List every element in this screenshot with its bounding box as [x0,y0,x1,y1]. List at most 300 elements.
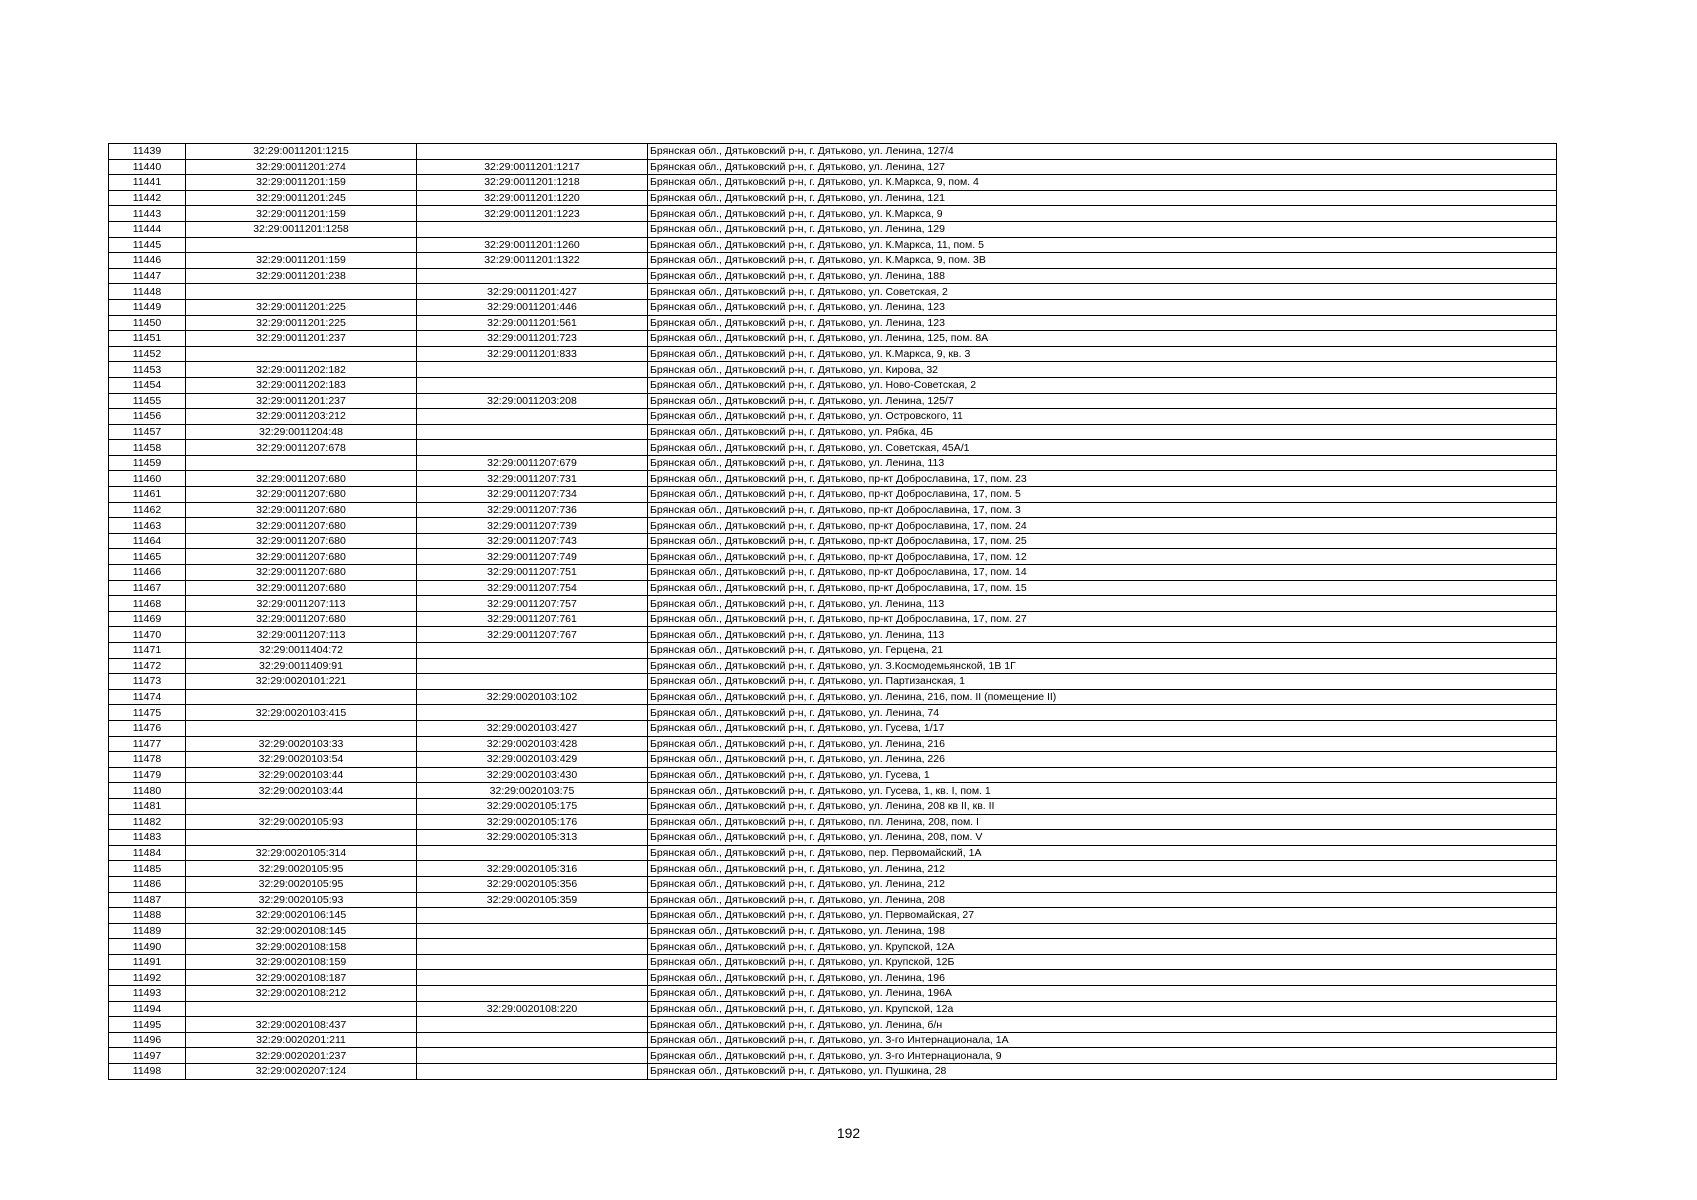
cadastral-number-cell: 32:29:0011202:182 [186,362,417,378]
address-cell: Брянская обл., Дятьковский р-н, г. Дятьково, ул. Крупской, 12Б [648,954,1557,970]
address-cell: Брянская обл., Дятьковский р-н, г. Дятьково, пр-кт Доброславина, 17, пом. 3 [648,502,1557,518]
address-cell: Брянская обл., Дятьковский р-н, г. Дятьково, ул. К.Маркса, 9, пом. 3В [648,253,1557,269]
row-number-cell: 11459 [109,455,186,471]
cadastral-number-cell: 32:29:0020103:54 [186,752,417,768]
address-cell: Брянская обл., Дятьковский р-н, г. Дятьково, ул. Ленина, 212 [648,876,1557,892]
address-cell: Брянская обл., Дятьковский р-н, г. Дятьково, ул. Ленина, 121 [648,190,1557,206]
row-number-cell: 11487 [109,892,186,908]
row-number-cell: 11479 [109,767,186,783]
object-cadastral-number-cell: 32:29:0020103:430 [417,767,648,783]
table-row [109,830,1557,846]
table-row [109,346,1557,362]
table-row [109,876,1557,892]
address-cell: Брянская обл., Дятьковский р-н, г. Дятьково, пр-кт Доброславина, 17, пом. 24 [648,518,1557,534]
row-number-cell: 11452 [109,346,186,362]
table-row [109,315,1557,331]
table-row [109,549,1557,565]
object-cadastral-number-cell [417,409,648,425]
table-row [109,190,1557,206]
object-cadastral-number-cell: 32:29:0020103:102 [417,689,648,705]
address-cell: Брянская обл., Дятьковский р-н, г. Дятьково, пл. Ленина, 208, пом. I [648,814,1557,830]
row-number-cell: 11473 [109,674,186,690]
cadastral-number-cell: 32:29:0020108:159 [186,954,417,970]
row-number-cell: 11498 [109,1064,186,1080]
table-row [109,221,1557,237]
table-row [109,144,1557,160]
object-cadastral-number-cell [417,362,648,378]
cadastral-number-cell [186,455,417,471]
cadastral-number-cell: 32:29:0020105:93 [186,814,417,830]
row-number-cell: 11480 [109,783,186,799]
row-number-cell: 11497 [109,1048,186,1064]
row-number-cell: 11484 [109,845,186,861]
cadastral-number-cell [186,284,417,300]
object-cadastral-number-cell [417,377,648,393]
address-cell: Брянская обл., Дятьковский р-н, г. Дятьково, ул. К.Маркса, 9, пом. 4 [648,175,1557,191]
cadastral-number-cell: 32:29:0011201:1215 [186,144,417,160]
cadastral-number-cell: 32:29:0011202:183 [186,377,417,393]
address-cell: Брянская обл., Дятьковский р-н, г. Дятьково, ул. Первомайская, 27 [648,908,1557,924]
address-cell: Брянская обл., Дятьковский р-н, г. Дятьково, ул. Ленина, 216 [648,736,1557,752]
table-row [109,643,1557,659]
row-number-cell: 11483 [109,830,186,846]
row-number-cell: 11440 [109,159,186,175]
row-number-cell: 11491 [109,954,186,970]
object-cadastral-number-cell [417,923,648,939]
row-number-cell: 11471 [109,643,186,659]
object-cadastral-number-cell: 32:29:0011201:1260 [417,237,648,253]
row-number-cell: 11494 [109,1001,186,1017]
table-row [109,892,1557,908]
address-cell: Брянская обл., Дятьковский р-н, г. Дятьково, ул. Ленина, 208 [648,892,1557,908]
row-number-cell: 11447 [109,268,186,284]
table-row [109,861,1557,877]
cadastral-number-cell: 32:29:0011201:237 [186,331,417,347]
address-cell: Брянская обл., Дятьковский р-н, г. Дятьково, ул. Ленина, 208, пом. V [648,830,1557,846]
row-number-cell: 11456 [109,409,186,425]
row-number-cell: 11474 [109,689,186,705]
row-number-cell: 11439 [109,144,186,160]
object-cadastral-number-cell: 32:29:0020105:175 [417,798,648,814]
table-row [109,1048,1557,1064]
table-row [109,1001,1557,1017]
table-row [109,674,1557,690]
cadastral-number-cell: 32:29:0011207:680 [186,502,417,518]
row-number-cell: 11461 [109,487,186,503]
table-row [109,580,1557,596]
object-cadastral-number-cell [417,986,648,1002]
row-number-cell: 11449 [109,299,186,315]
object-cadastral-number-cell [417,1017,648,1033]
cadastral-number-cell: 32:29:0011201:274 [186,159,417,175]
table-row [109,565,1557,581]
object-cadastral-number-cell: 32:29:0011207:757 [417,596,648,612]
cadastral-number-cell [186,237,417,253]
object-cadastral-number-cell: 32:29:0011201:446 [417,299,648,315]
table-row [109,845,1557,861]
address-cell: Брянская обл., Дятьковский р-н, г. Дятьково, пр-кт Доброславина, 17, пом. 25 [648,533,1557,549]
row-number-cell: 11493 [109,986,186,1002]
cadastral-number-cell: 32:29:0020207:124 [186,1064,417,1080]
row-number-cell: 11458 [109,440,186,456]
table-row [109,284,1557,300]
address-cell: Брянская обл., Дятьковский р-н, г. Дятьково, пер. Первомайский, 1А [648,845,1557,861]
table-row [109,533,1557,549]
table-row [109,299,1557,315]
registry-table [108,143,1557,1080]
address-cell: Брянская обл., Дятьковский р-н, г. Дятьково, ул. Ленина, 113 [648,627,1557,643]
row-number-cell: 11457 [109,424,186,440]
row-number-cell: 11492 [109,970,186,986]
row-number-cell: 11465 [109,549,186,565]
cadastral-number-cell: 32:29:0011207:680 [186,533,417,549]
row-number-cell: 11463 [109,518,186,534]
cadastral-number-cell: 32:29:0011409:91 [186,658,417,674]
cadastral-number-cell: 32:29:0011201:237 [186,393,417,409]
row-number-cell: 11472 [109,658,186,674]
cadastral-number-cell: 32:29:0011207:680 [186,471,417,487]
object-cadastral-number-cell: 32:29:0020103:75 [417,783,648,799]
object-cadastral-number-cell: 32:29:0011201:1217 [417,159,648,175]
registry-table-body [109,144,1557,1080]
row-number-cell: 11445 [109,237,186,253]
table-row [109,237,1557,253]
cadastral-number-cell: 32:29:0011201:225 [186,299,417,315]
address-cell: Брянская обл., Дятьковский р-н, г. Дятьково, ул. Ленина, 198 [648,923,1557,939]
table-row [109,767,1557,783]
address-cell: Брянская обл., Дятьковский р-н, г. Дятьково, ул. З.Космодемьянской, 1В 1Г [648,658,1557,674]
object-cadastral-number-cell: 32:29:0011207:751 [417,565,648,581]
address-cell: Брянская обл., Дятьковский р-н, г. Дятьково, ул. Гусева, 1 [648,767,1557,783]
cadastral-number-cell: 32:29:0020201:237 [186,1048,417,1064]
table-row [109,1032,1557,1048]
row-number-cell: 11462 [109,502,186,518]
address-cell: Брянская обл., Дятьковский р-н, г. Дятьково, ул. Гусева, 1/17 [648,720,1557,736]
object-cadastral-number-cell [417,1064,648,1080]
table-row [109,752,1557,768]
object-cadastral-number-cell: 32:29:0011207:679 [417,455,648,471]
row-number-cell: 11467 [109,580,186,596]
address-cell: Брянская обл., Дятьковский р-н, г. Дятьково, пр-кт Доброславина, 17, пом. 15 [648,580,1557,596]
object-cadastral-number-cell [417,1032,648,1048]
object-cadastral-number-cell: 32:29:0020108:220 [417,1001,648,1017]
object-cadastral-number-cell: 32:29:0011207:743 [417,533,648,549]
object-cadastral-number-cell [417,1048,648,1064]
table-row [109,440,1557,456]
row-number-cell: 11475 [109,705,186,721]
table-row [109,627,1557,643]
row-number-cell: 11444 [109,221,186,237]
address-cell: Брянская обл., Дятьковский р-н, г. Дятьково, ул. Ленина, б/н [648,1017,1557,1033]
row-number-cell: 11453 [109,362,186,378]
cadastral-number-cell: 32:29:0011207:678 [186,440,417,456]
object-cadastral-number-cell: 32:29:0011207:761 [417,611,648,627]
object-cadastral-number-cell [417,954,648,970]
row-number-cell: 11460 [109,471,186,487]
address-cell: Брянская обл., Дятьковский р-н, г. Дятьково, ул. Ленина, 212 [648,861,1557,877]
address-cell: Брянская обл., Дятьковский р-н, г. Дятьково, ул. К.Маркса, 9 [648,206,1557,222]
row-number-cell: 11495 [109,1017,186,1033]
cadastral-number-cell: 32:29:0011207:680 [186,580,417,596]
address-cell: Брянская обл., Дятьковский р-н, г. Дятьково, пр-кт Доброславина, 17, пом. 5 [648,487,1557,503]
address-cell: Брянская обл., Дятьковский р-н, г. Дятьково, ул. К.Маркса, 11, пом. 5 [648,237,1557,253]
address-cell: Брянская обл., Дятьковский р-н, г. Дятьково, ул. Советская, 2 [648,284,1557,300]
object-cadastral-number-cell: 32:29:0011201:1322 [417,253,648,269]
row-number-cell: 11468 [109,596,186,612]
cadastral-number-cell: 32:29:0011201:159 [186,253,417,269]
table-row [109,331,1557,347]
table-row [109,736,1557,752]
cadastral-number-cell [186,1001,417,1017]
address-cell: Брянская обл., Дятьковский р-н, г. Дятьково, ул. Кирова, 32 [648,362,1557,378]
address-cell: Брянская обл., Дятьковский р-н, г. Дятьково, ул. Островского, 11 [648,409,1557,425]
cadastral-number-cell: 32:29:0011207:680 [186,549,417,565]
table-row [109,455,1557,471]
row-number-cell: 11476 [109,720,186,736]
row-number-cell: 11470 [109,627,186,643]
object-cadastral-number-cell: 32:29:0011207:767 [417,627,648,643]
cadastral-number-cell [186,720,417,736]
cadastral-number-cell: 32:29:0011201:238 [186,268,417,284]
row-number-cell: 11442 [109,190,186,206]
object-cadastral-number-cell [417,440,648,456]
row-number-cell: 11489 [109,923,186,939]
object-cadastral-number-cell: 32:29:0011201:427 [417,284,648,300]
table-row [109,377,1557,393]
object-cadastral-number-cell [417,144,648,160]
row-number-cell: 11482 [109,814,186,830]
table-row [109,409,1557,425]
row-number-cell: 11496 [109,1032,186,1048]
table-row [109,362,1557,378]
row-number-cell: 11448 [109,284,186,300]
table-row [109,720,1557,736]
cadastral-number-cell: 32:29:0020103:415 [186,705,417,721]
object-cadastral-number-cell: 32:29:0011203:208 [417,393,648,409]
table-row [109,471,1557,487]
cadastral-number-cell: 32:29:0020108:145 [186,923,417,939]
table-row [109,954,1557,970]
table-row [109,939,1557,955]
address-cell: Брянская обл., Дятьковский р-н, г. Дятьково, ул. Ленина, 123 [648,299,1557,315]
cadastral-number-cell [186,798,417,814]
object-cadastral-number-cell: 32:29:0011207:734 [417,487,648,503]
address-cell: Брянская обл., Дятьковский р-н, г. Дятьково, ул. Ленина, 125, пом. 8А [648,331,1557,347]
row-number-cell: 11441 [109,175,186,191]
table-row [109,424,1557,440]
address-cell: Брянская обл., Дятьковский р-н, г. Дятьково, пр-кт Доброславина, 17, пом. 27 [648,611,1557,627]
object-cadastral-number-cell [417,908,648,924]
cadastral-number-cell: 32:29:0011207:680 [186,518,417,534]
row-number-cell: 11455 [109,393,186,409]
cadastral-number-cell: 32:29:0011201:225 [186,315,417,331]
table-row [109,611,1557,627]
cadastral-number-cell: 32:29:0020108:212 [186,986,417,1002]
row-number-cell: 11450 [109,315,186,331]
cadastral-number-cell: 32:29:0020103:44 [186,783,417,799]
address-cell: Брянская обл., Дятьковский р-н, г. Дятьково, пр-кт Доброславина, 17, пом. 14 [648,565,1557,581]
object-cadastral-number-cell: 32:29:0011207:736 [417,502,648,518]
object-cadastral-number-cell: 32:29:0011201:1218 [417,175,648,191]
address-cell: Брянская обл., Дятьковский р-н, г. Дятьково, ул. Ленина, 196 [648,970,1557,986]
object-cadastral-number-cell: 32:29:0011207:749 [417,549,648,565]
row-number-cell: 11464 [109,533,186,549]
address-cell: Брянская обл., Дятьковский р-н, г. Дятьково, ул. Пушкина, 28 [648,1064,1557,1080]
row-number-cell: 11469 [109,611,186,627]
object-cadastral-number-cell: 32:29:0020105:356 [417,876,648,892]
cadastral-number-cell: 32:29:0020201:211 [186,1032,417,1048]
object-cadastral-number-cell [417,970,648,986]
row-number-cell: 11446 [109,253,186,269]
cadastral-number-cell: 32:29:0011201:245 [186,190,417,206]
address-cell: Брянская обл., Дятьковский р-н, г. Дятьково, ул. Ленина, 208 кв II, кв. II [648,798,1557,814]
address-cell: Брянская обл., Дятьковский р-н, г. Дятьково, ул. Ленина, 188 [648,268,1557,284]
table-row [109,1017,1557,1033]
cadastral-number-cell: 32:29:0011203:212 [186,409,417,425]
row-number-cell: 11466 [109,565,186,581]
address-cell: Брянская обл., Дятьковский р-н, г. Дятьково, пр-кт Доброславина, 17, пом. 12 [648,549,1557,565]
table-row [109,705,1557,721]
table-row [109,986,1557,1002]
table-row [109,798,1557,814]
object-cadastral-number-cell: 32:29:0020103:429 [417,752,648,768]
cadastral-number-cell: 32:29:0011207:113 [186,596,417,612]
object-cadastral-number-cell: 32:29:0011201:561 [417,315,648,331]
row-number-cell: 11451 [109,331,186,347]
address-cell: Брянская обл., Дятьковский р-н, г. Дятьково, пр-кт Доброславина, 17, пом. 23 [648,471,1557,487]
address-cell: Брянская обл., Дятьковский р-н, г. Дятьково, ул. Советская, 45А/1 [648,440,1557,456]
cadastral-number-cell: 32:29:0020108:158 [186,939,417,955]
table-row [109,206,1557,222]
cadastral-number-cell: 32:29:0020105:95 [186,876,417,892]
cadastral-number-cell: 32:29:0020101:221 [186,674,417,690]
row-number-cell: 11490 [109,939,186,955]
object-cadastral-number-cell: 32:29:0011201:833 [417,346,648,362]
table-row [109,596,1557,612]
object-cadastral-number-cell: 32:29:0020103:428 [417,736,648,752]
address-cell: Брянская обл., Дятьковский р-н, г. Дятьково, ул. Ленина, 123 [648,315,1557,331]
table-row [109,487,1557,503]
cadastral-number-cell: 32:29:0020105:93 [186,892,417,908]
table-row [109,502,1557,518]
address-cell: Брянская обл., Дятьковский р-н, г. Дятьково, ул. Ленина, 74 [648,705,1557,721]
object-cadastral-number-cell [417,705,648,721]
table-row [109,253,1557,269]
address-cell: Брянская обл., Дятьковский р-н, г. Дятьково, ул. Гусева, 1, кв. I, пом. 1 [648,783,1557,799]
address-cell: Брянская обл., Дятьковский р-н, г. Дятьково, ул. К.Маркса, 9, кв. 3 [648,346,1557,362]
cadastral-number-cell: 32:29:0020106:145 [186,908,417,924]
cadastral-number-cell: 32:29:0020105:314 [186,845,417,861]
table-row [109,689,1557,705]
address-cell: Брянская обл., Дятьковский р-н, г. Дятьково, ул. Ленина, 113 [648,596,1557,612]
object-cadastral-number-cell [417,268,648,284]
cadastral-number-cell: 32:29:0011201:159 [186,206,417,222]
object-cadastral-number-cell [417,845,648,861]
cadastral-number-cell: 32:29:0020108:437 [186,1017,417,1033]
cadastral-number-cell: 32:29:0020105:95 [186,861,417,877]
object-cadastral-number-cell: 32:29:0011207:739 [417,518,648,534]
cadastral-number-cell: 32:29:0011404:72 [186,643,417,659]
cadastral-number-cell: 32:29:0011201:1258 [186,221,417,237]
table-row [109,908,1557,924]
object-cadastral-number-cell: 32:29:0011207:754 [417,580,648,596]
object-cadastral-number-cell: 32:29:0011207:731 [417,471,648,487]
address-cell: Брянская обл., Дятьковский р-н, г. Дятьково, ул. Ленина, 125/7 [648,393,1557,409]
address-cell: Брянская обл., Дятьковский р-н, г. Дятьково, ул. Герцена, 21 [648,643,1557,659]
table-row [109,268,1557,284]
row-number-cell: 11486 [109,876,186,892]
object-cadastral-number-cell: 32:29:0011201:1223 [417,206,648,222]
cadastral-number-cell: 32:29:0011207:680 [186,611,417,627]
address-cell: Брянская обл., Дятьковский р-н, г. Дятьково, ул. 3-го Интернационала, 1А [648,1032,1557,1048]
object-cadastral-number-cell: 32:29:0011201:1220 [417,190,648,206]
object-cadastral-number-cell: 32:29:0020105:359 [417,892,648,908]
cadastral-number-cell [186,346,417,362]
address-cell: Брянская обл., Дятьковский р-н, г. Дятьково, ул. 3-го Интернационала, 9 [648,1048,1557,1064]
table-row [109,518,1557,534]
row-number-cell: 11488 [109,908,186,924]
address-cell: Брянская обл., Дятьковский р-н, г. Дятьково, ул. Рябка, 4Б [648,424,1557,440]
object-cadastral-number-cell [417,658,648,674]
table-row [109,923,1557,939]
cadastral-number-cell [186,830,417,846]
row-number-cell: 11485 [109,861,186,877]
cadastral-number-cell [186,689,417,705]
table-row [109,783,1557,799]
row-number-cell: 11443 [109,206,186,222]
address-cell: Брянская обл., Дятьковский р-н, г. Дятьково, ул. Ленина, 129 [648,221,1557,237]
address-cell: Брянская обл., Дятьковский р-н, г. Дятьково, ул. Партизанская, 1 [648,674,1557,690]
object-cadastral-number-cell: 32:29:0020105:316 [417,861,648,877]
object-cadastral-number-cell [417,643,648,659]
object-cadastral-number-cell: 32:29:0020105:313 [417,830,648,846]
cadastral-number-cell: 32:29:0020103:44 [186,767,417,783]
table-row [109,159,1557,175]
object-cadastral-number-cell [417,221,648,237]
cadastral-number-cell: 32:29:0011207:680 [186,565,417,581]
cadastral-number-cell: 32:29:0011207:680 [186,487,417,503]
row-number-cell: 11477 [109,736,186,752]
cadastral-number-cell: 32:29:0011207:113 [186,627,417,643]
row-number-cell: 11481 [109,798,186,814]
row-number-cell: 11454 [109,377,186,393]
table-row [109,658,1557,674]
table-row [109,393,1557,409]
object-cadastral-number-cell: 32:29:0020105:176 [417,814,648,830]
object-cadastral-number-cell [417,424,648,440]
object-cadastral-number-cell: 32:29:0011201:723 [417,331,648,347]
cadastral-number-cell: 32:29:0020103:33 [186,736,417,752]
row-number-cell: 11478 [109,752,186,768]
page-number: 192 [836,1125,861,1141]
object-cadastral-number-cell [417,674,648,690]
object-cadastral-number-cell [417,939,648,955]
cadastral-number-cell: 32:29:0011204:48 [186,424,417,440]
address-cell: Брянская обл., Дятьковский р-н, г. Дятьково, ул. Ленина, 226 [648,752,1557,768]
table-row [109,814,1557,830]
cadastral-number-cell: 32:29:0020108:187 [186,970,417,986]
address-cell: Брянская обл., Дятьковский р-н, г. Дятьково, ул. Крупской, 12А [648,939,1557,955]
address-cell: Брянская обл., Дятьковский р-н, г. Дятьково, ул. Ленина, 127 [648,159,1557,175]
address-cell: Брянская обл., Дятьковский р-н, г. Дятьково, ул. Ленина, 196А [648,986,1557,1002]
table-row [109,175,1557,191]
table-row [109,970,1557,986]
table-row [109,1064,1557,1080]
address-cell: Брянская обл., Дятьковский р-н, г. Дятьково, ул. Ленина, 127/4 [648,144,1557,160]
address-cell: Брянская обл., Дятьковский р-н, г. Дятьково, ул. Крупской, 12а [648,1001,1557,1017]
address-cell: Брянская обл., Дятьковский р-н, г. Дятьково, ул. Ленина, 216, пом. II (помещение II) [648,689,1557,705]
cadastral-number-cell: 32:29:0011201:159 [186,175,417,191]
